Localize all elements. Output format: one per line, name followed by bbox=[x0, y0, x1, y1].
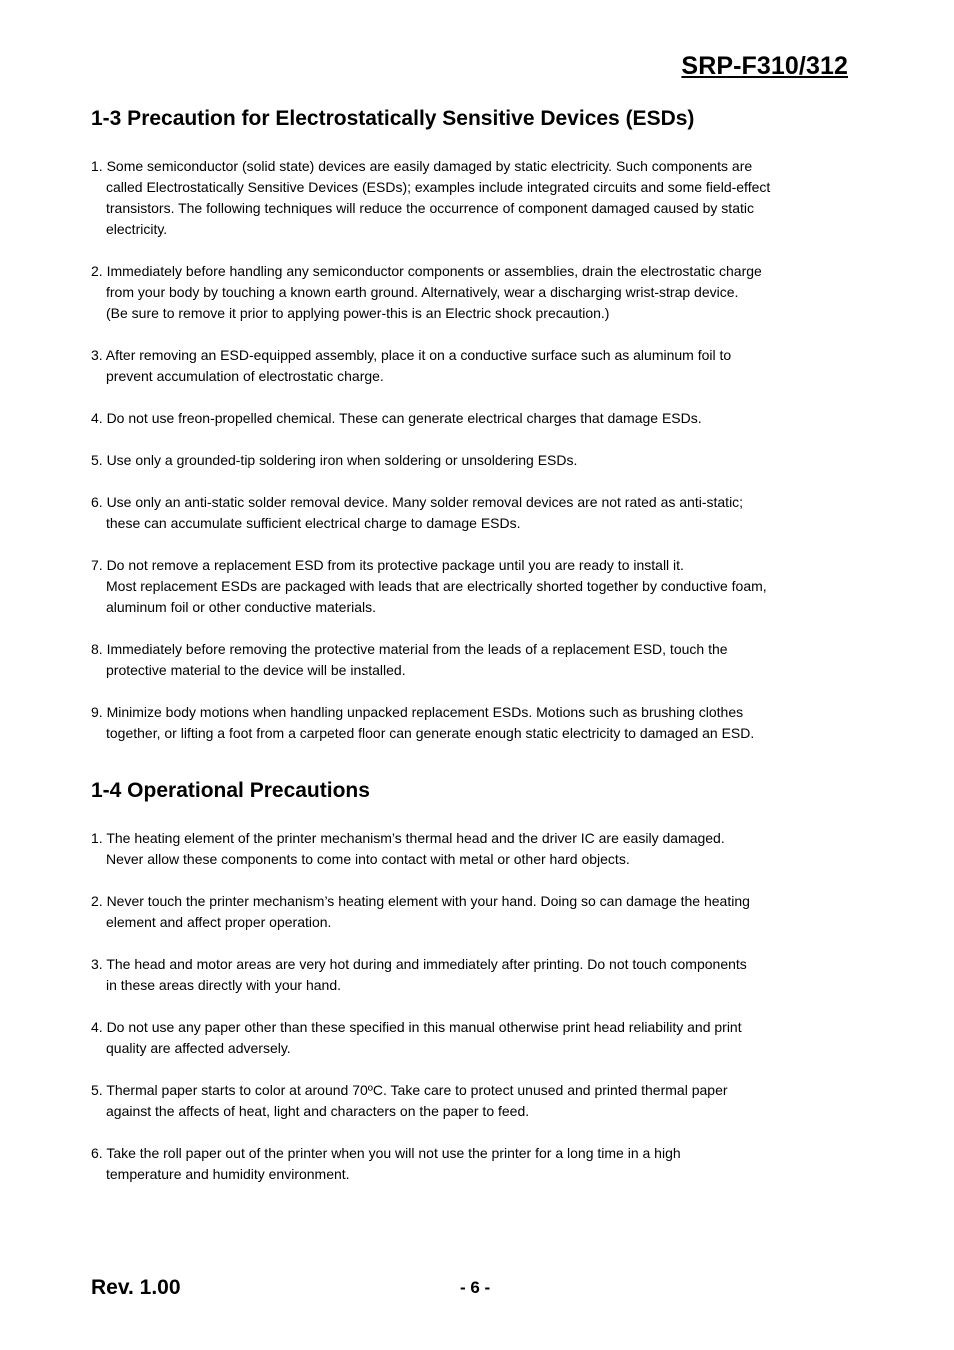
list-item-line: 5. Thermal paper starts to color at around 70ºC. Take care to protect unused and printed thermal paper bbox=[91, 1082, 728, 1098]
list-item bbox=[91, 891, 811, 933]
list-item-line: aluminum foil or other conductive materials. bbox=[106, 599, 377, 615]
list-item-line: quality are affected adversely. bbox=[106, 1040, 291, 1056]
list-item bbox=[91, 261, 811, 324]
list-item-line: 4. Do not use freon-propelled chemical. These can generate electrical charges that damage ESDs. bbox=[91, 410, 702, 426]
list-item-line: called Electrostatically Sensitive Devices (ESDs); examples include integrated circuits and some field-effect bbox=[106, 179, 771, 195]
item-spacer bbox=[91, 471, 811, 492]
section-esd-precautions bbox=[91, 106, 811, 744]
section-title: 1-3 Precaution for Electrostatically Sensitive Devices (ESDs) bbox=[91, 107, 695, 130]
list-item-line: electricity. bbox=[106, 221, 168, 237]
list-item-line: 3. The head and motor areas are very hot during and immediately after printing. Do not touch components bbox=[91, 956, 747, 972]
list-item bbox=[91, 828, 811, 870]
list-item-line: (Be sure to remove it prior to applying power-this is an Electric shock precaution.) bbox=[106, 305, 610, 321]
list-item-line: together, or lifting a foot from a carpeted floor can generate enough static electricity to damaged an ESD. bbox=[106, 725, 755, 741]
revision-label: Rev. 1.00 bbox=[91, 1276, 181, 1299]
item-spacer bbox=[91, 681, 811, 702]
precaution-list bbox=[91, 828, 811, 1185]
list-item bbox=[91, 639, 811, 681]
list-item-line: these can accumulate sufficient electrical charge to damage ESDs. bbox=[106, 515, 521, 531]
list-item-line: from your body by touching a known earth ground. Alternatively, wear a discharging wrist-strap device. bbox=[106, 284, 739, 300]
list-item-line: transistors. The following techniques will reduce the occurrence of component damaged caused by static bbox=[106, 200, 754, 216]
list-item bbox=[91, 555, 811, 618]
list-item-line: 1. Some semiconductor (solid state) devices are easily damaged by static electricity. Such components are bbox=[91, 158, 753, 174]
list-item-line: 1. The heating element of the printer mechanism’s thermal head and the driver IC are easily damaged. bbox=[91, 830, 725, 846]
list-item-line: 2. Immediately before handling any semiconductor components or assemblies, drain the electrostatic charge bbox=[91, 263, 762, 279]
page-number: - 6 - bbox=[460, 1278, 491, 1297]
section-operational-precautions bbox=[91, 778, 811, 1185]
item-spacer bbox=[91, 534, 811, 555]
model-title: SRP-F310/312 bbox=[681, 52, 848, 80]
list-item bbox=[91, 492, 811, 534]
list-item-line: temperature and humidity environment. bbox=[106, 1166, 350, 1182]
list-item-line: 6. Use only an anti-static solder removal device. Many solder removal devices are not rated as anti-static; bbox=[91, 494, 744, 510]
list-item bbox=[91, 702, 811, 744]
item-spacer bbox=[91, 618, 811, 639]
list-item-line: element and affect proper operation. bbox=[106, 914, 332, 930]
precaution-list bbox=[91, 156, 811, 744]
item-spacer bbox=[91, 429, 811, 450]
item-spacer bbox=[91, 1122, 811, 1143]
list-item-line: Never allow these components to come into contact with metal or other hard objects. bbox=[106, 851, 630, 867]
list-item bbox=[91, 408, 811, 429]
list-item bbox=[91, 954, 811, 996]
list-item-line: 4. Do not use any paper other than these specified in this manual otherwise print head reliability and print bbox=[91, 1019, 742, 1035]
list-item-line: 5. Use only a grounded-tip soldering iron when soldering or unsoldering ESDs. bbox=[91, 452, 578, 468]
list-item-line: prevent accumulation of electrostatic charge. bbox=[106, 368, 384, 384]
list-item bbox=[91, 345, 811, 387]
section-title: 1-4 Operational Precautions bbox=[91, 779, 370, 802]
list-item-line: 8. Immediately before removing the protective material from the leads of a replacement ESD, touch the bbox=[91, 641, 728, 657]
list-item bbox=[91, 1143, 811, 1185]
list-item-line: 9. Minimize body motions when handling unpacked replacement ESDs. Motions such as brushing clothes bbox=[91, 704, 744, 720]
item-spacer bbox=[91, 387, 811, 408]
list-item-line: in these areas directly with your hand. bbox=[106, 977, 342, 993]
list-item bbox=[91, 1017, 811, 1059]
list-item bbox=[91, 450, 811, 471]
item-spacer bbox=[91, 324, 811, 345]
item-spacer bbox=[91, 240, 811, 261]
list-item bbox=[91, 1080, 811, 1122]
list-item-line: 6. Take the roll paper out of the printer when you will not use the printer for a long time in a high bbox=[91, 1145, 681, 1161]
list-item-line: 7. Do not remove a replacement ESD from its protective package until you are ready to install it. bbox=[91, 557, 684, 573]
list-item-line: 3. After removing an ESD-equipped assembly, place it on a conductive surface such as aluminum foil to bbox=[91, 347, 732, 363]
list-item-line: 2. Never touch the printer mechanism’s heating element with your hand. Doing so can damage the heating bbox=[91, 893, 750, 909]
list-item-line: against the affects of heat, light and characters on the paper to feed. bbox=[106, 1103, 530, 1119]
item-spacer bbox=[91, 1059, 811, 1080]
item-spacer bbox=[91, 870, 811, 891]
list-item-line: protective material to the device will be installed. bbox=[106, 662, 406, 678]
list-item bbox=[91, 156, 811, 240]
item-spacer bbox=[91, 933, 811, 954]
list-item-line: Most replacement ESDs are packaged with leads that are electrically shorted together by conductive foam, bbox=[106, 578, 767, 594]
item-spacer bbox=[91, 996, 811, 1017]
